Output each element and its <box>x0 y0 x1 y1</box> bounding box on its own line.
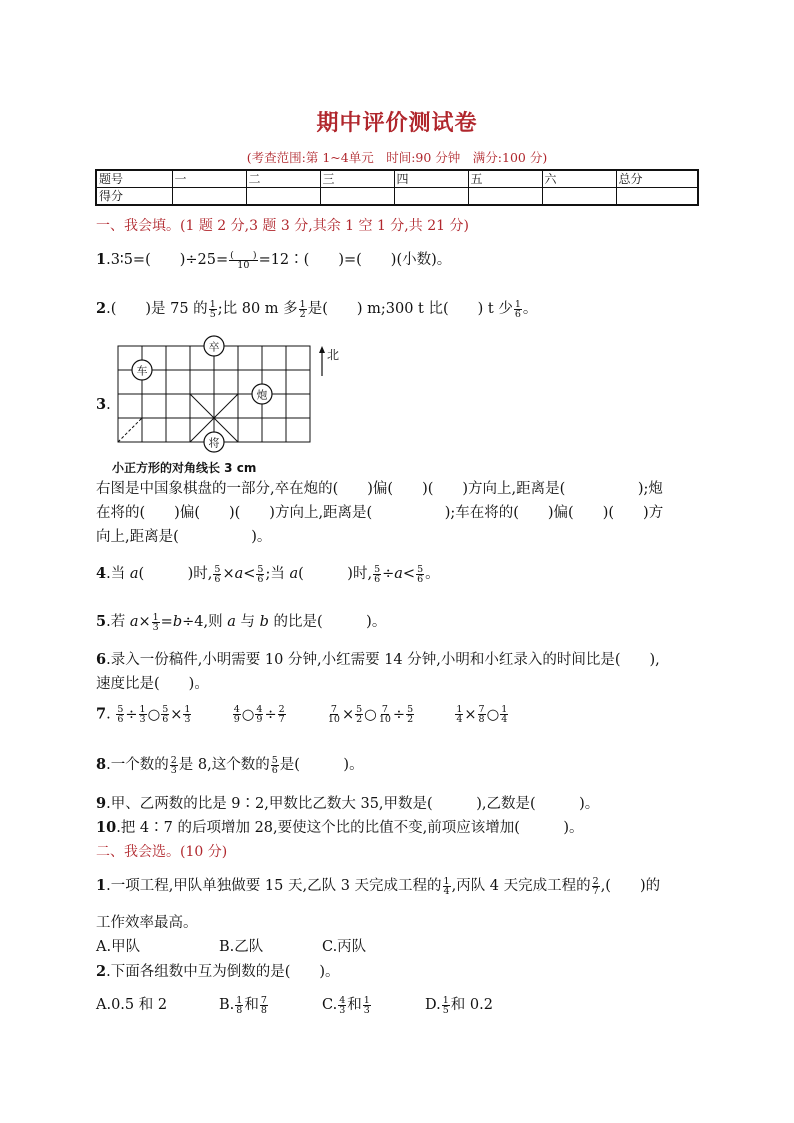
q4-text: ;当 <box>265 566 290 582</box>
q3-dot: . <box>106 397 111 413</box>
fraction-denominator: 4 <box>501 714 508 725</box>
s2q1-text: ,丙队 4 天完成工程的 <box>451 878 591 894</box>
score-cell[interactable] <box>616 188 698 206</box>
q4-text: < <box>243 566 256 582</box>
fraction-numerator: 1 <box>501 704 508 715</box>
fraction-denominator: 5 <box>209 308 216 320</box>
q3-line: 右图是中国象棋盘的一部分,卒在炮的( )偏( )( )方向上,距离是( );炮 <box>96 481 663 497</box>
fraction-denominator: 7 <box>278 714 285 725</box>
s2q1-line-2: 工作效率最高。 <box>96 915 198 931</box>
choice-question-1 <box>96 874 660 896</box>
fraction-denominator: 3 <box>139 714 146 725</box>
question-number: 6 <box>96 651 107 668</box>
fraction-numerator: 2 <box>592 875 599 887</box>
fraction-denominator: 3 <box>363 1004 370 1016</box>
piece-label: 将 <box>208 436 220 450</box>
fraction-numerator: 5 <box>257 563 264 575</box>
north-arrow <box>319 346 339 376</box>
q4-text: ( )时, <box>298 566 373 582</box>
fraction <box>213 565 221 584</box>
variable: b <box>172 614 183 630</box>
question-number: 7 <box>96 705 107 723</box>
variable: a <box>394 566 403 582</box>
s2q2-text: .下面各组数中互为倒数的是( )。 <box>106 964 340 980</box>
fraction <box>416 565 424 584</box>
s2q1-text: ,( )的 <box>600 878 661 894</box>
fraction-numerator: 4 <box>256 704 263 715</box>
north-label: 北 <box>327 348 340 362</box>
variable: a <box>234 566 244 582</box>
q10-text: .把 4∶7 的后项增加 28,要使这个比的比值不变,前项应该增加( )。 <box>116 820 584 836</box>
fraction <box>514 300 522 319</box>
fraction <box>256 565 264 584</box>
q9-text: .甲、乙两数的比是 9∶2,甲数比乙数大 35,甲数是( ),乙数是( )。 <box>106 796 600 812</box>
fraction-numerator: 4 <box>233 704 240 715</box>
piece-pao <box>252 384 272 404</box>
fraction-denominator: 7 <box>592 885 599 897</box>
operator: × <box>170 706 183 723</box>
question-number: 1 <box>96 251 107 268</box>
fraction-numerator: 7 <box>260 994 267 1006</box>
fraction-numerator: 5 <box>407 704 414 715</box>
q5-text: .若 <box>106 614 130 630</box>
score-cell[interactable] <box>394 188 468 206</box>
piece-jiang <box>204 432 224 452</box>
table-row <box>96 188 698 206</box>
question-10 <box>96 816 584 837</box>
score-cell[interactable] <box>246 188 320 206</box>
fraction-numerator: 2 <box>170 754 177 766</box>
question-number: 4 <box>96 565 107 582</box>
fraction-denominator: 3 <box>152 621 159 633</box>
fraction <box>152 613 160 632</box>
fraction-numerator: 1 <box>299 298 306 310</box>
fraction-denominator: 2 <box>356 714 363 725</box>
fraction-denominator: 3 <box>339 1004 346 1016</box>
score-cell[interactable] <box>320 188 394 206</box>
fraction <box>373 565 381 584</box>
fraction-numerator: ( ) <box>230 249 257 261</box>
fraction-numerator: 4 <box>339 994 346 1006</box>
table-header-cell: 总分 <box>616 170 698 188</box>
piece-label: 炮 <box>256 388 268 402</box>
fraction-numerator: 7 <box>330 704 337 715</box>
q4-text: × <box>222 566 235 582</box>
operator: ÷ <box>125 706 138 723</box>
compare-circle[interactable]: ○ <box>147 706 161 723</box>
fraction-denominator: 6 <box>271 764 278 776</box>
q6-line: 速度比是( )。 <box>96 676 209 692</box>
question-number: 3 <box>96 396 107 413</box>
fraction-denominator: 8 <box>478 714 485 725</box>
variable: a <box>289 566 299 582</box>
fraction-numerator: 5 <box>117 704 124 715</box>
q2-text-d: 。 <box>522 301 538 317</box>
question-number: 10 <box>96 819 117 836</box>
fraction-denominator: 10 <box>237 259 250 271</box>
piece-label: 车 <box>136 364 148 378</box>
question-5 <box>96 610 386 632</box>
table-header-cell: 六 <box>542 170 616 188</box>
table-header-cell: 三 <box>320 170 394 188</box>
fraction-numerator: 1 <box>152 611 159 623</box>
fraction-numerator: 1 <box>209 298 216 310</box>
score-table <box>95 169 699 206</box>
score-cell[interactable] <box>172 188 246 206</box>
s2q2-options <box>96 993 493 1015</box>
fraction-numerator: 7 <box>478 704 485 715</box>
compare-circle[interactable]: ○ <box>241 706 255 723</box>
option-prefix: D. <box>425 997 441 1013</box>
fraction-numerator: 1 <box>139 704 146 715</box>
table-row <box>96 170 698 188</box>
option-prefix: C. <box>322 997 338 1013</box>
fraction-denominator: 3 <box>184 714 191 725</box>
fraction-denominator: 5 <box>442 1004 449 1016</box>
q5-text: = <box>160 614 173 630</box>
q1-text-b: =12∶( )=( )(小数)。 <box>258 252 452 268</box>
operator: × <box>464 706 477 723</box>
fraction-numerator: 1 <box>456 704 463 715</box>
piece-zu <box>204 336 224 356</box>
fraction <box>443 877 451 896</box>
q4-text: ( )时, <box>138 566 213 582</box>
variable: a <box>227 614 236 630</box>
question-3-text <box>96 477 706 549</box>
fraction-denominator: 2 <box>299 308 306 320</box>
question-3-number <box>96 396 111 413</box>
q5-text: ÷4,则 <box>182 614 228 630</box>
piece-che <box>132 360 152 380</box>
q4-text: ÷ <box>382 566 395 582</box>
page-title: 期中评价测试卷 <box>316 110 478 136</box>
fraction-numerator: 2 <box>278 704 285 715</box>
q7-dot: . <box>106 706 111 723</box>
comparison-1 <box>115 704 192 725</box>
question-9 <box>96 792 599 813</box>
q2-text-c: 是( ) m;300 t 比( ) t 少 <box>307 301 513 317</box>
option-text: 和 <box>244 997 259 1013</box>
variable: b <box>259 614 269 630</box>
fraction-denominator: 4 <box>443 885 450 897</box>
choice-question-2 <box>96 960 340 981</box>
q5-text: × <box>138 614 151 630</box>
fraction-numerator: 1 <box>184 704 191 715</box>
fraction-denominator: 9 <box>256 714 263 725</box>
option-a[interactable]: A.甲队 <box>96 939 141 955</box>
q8-text: .一个数的 <box>106 757 169 773</box>
fraction-denominator: 6 <box>374 573 381 585</box>
fraction-denominator: 10 <box>327 714 340 725</box>
fraction-denominator: 6 <box>162 714 169 725</box>
option-b[interactable]: B.乙队 <box>219 939 264 955</box>
fraction-denominator: 2 <box>407 714 414 725</box>
table-header-cell: 二 <box>246 170 320 188</box>
question-number: 1 <box>96 877 107 894</box>
fraction-denominator: 3 <box>170 764 177 776</box>
fraction <box>271 756 279 775</box>
option-prefix: B. <box>219 997 235 1013</box>
option-b[interactable] <box>219 993 322 1015</box>
fraction-denominator: 6 <box>117 714 124 725</box>
fraction-numerator: 5 <box>162 704 169 715</box>
fraction <box>170 756 178 775</box>
question-4 <box>96 562 440 584</box>
q8-text: 是( )。 <box>279 757 364 773</box>
fraction <box>592 877 600 896</box>
fraction-numerator: 5 <box>356 704 363 715</box>
q3-line: 向上,距离是( )。 <box>96 529 272 545</box>
fraction-denominator: 6 <box>417 573 424 585</box>
operator: × <box>341 706 355 723</box>
option-d[interactable] <box>425 994 493 1016</box>
exam-scope: (考查范围:第 1~4单元 时间:90 分钟 满分:100 分) <box>246 150 548 165</box>
question-number: 8 <box>96 756 107 773</box>
fraction <box>229 251 257 270</box>
question-7 <box>96 705 509 724</box>
q2-text-b: ;比 80 m 多 <box>217 301 298 317</box>
fraction <box>299 300 307 319</box>
question-number: 2 <box>96 963 107 980</box>
variable: a <box>129 566 139 582</box>
variable: a <box>129 614 139 630</box>
table-header-cell: 一 <box>172 170 246 188</box>
question-1 <box>96 248 451 270</box>
fraction-numerator: 5 <box>374 563 381 575</box>
option-c[interactable]: C.丙队 <box>322 939 367 955</box>
question-number: 5 <box>96 613 107 630</box>
table-header-cell: 五 <box>468 170 542 188</box>
fraction-numerator: 1 <box>443 875 450 887</box>
section-2-heading: 二、我会选。(10 分) <box>96 844 228 860</box>
fraction-denominator: 6 <box>257 573 264 585</box>
fraction-denominator: 8 <box>236 1004 243 1016</box>
fraction-denominator: 6 <box>214 573 221 585</box>
compare-circle[interactable]: ○ <box>364 706 377 723</box>
question-2 <box>96 297 537 319</box>
q2-text-a: .( )是 75 的 <box>106 301 208 317</box>
operator: ÷ <box>392 706 406 723</box>
fraction-denominator: 8 <box>260 1004 267 1016</box>
fraction-denominator: 9 <box>233 714 240 725</box>
score-row-label: 得分 <box>96 188 172 206</box>
option-a[interactable]: A.0.5 和 2 <box>96 997 168 1013</box>
s2q1-text: .一项工程,甲队单独做要 15 天,乙队 3 天完成工程的 <box>106 878 442 894</box>
fraction-numerator: 5 <box>214 563 221 575</box>
operator: ÷ <box>264 706 277 723</box>
compare-circle[interactable]: ○ <box>486 706 500 723</box>
fraction-numerator: 1 <box>442 994 449 1006</box>
q5-text: 与 <box>235 614 260 630</box>
piece-label: 卒 <box>208 340 220 354</box>
table-header-cell: 题号 <box>96 170 172 188</box>
q1-text-a: .3∶5=( )÷25= <box>106 252 229 268</box>
fraction-denominator: 6 <box>514 308 521 320</box>
fraction-numerator: 1 <box>236 994 243 1006</box>
option-c[interactable] <box>322 993 425 1015</box>
question-number: 9 <box>96 795 107 812</box>
score-cell[interactable] <box>542 188 616 206</box>
q4-text: < <box>402 566 416 582</box>
fraction <box>209 300 217 319</box>
diagonal-marker <box>118 418 142 442</box>
fraction-denominator: 10 <box>378 714 391 725</box>
q3-line: 在将的( )偏( )( )方向上,距离是( );车在将的( )偏( )( )方 <box>96 505 664 521</box>
score-cell[interactable] <box>468 188 542 206</box>
s2q1-options <box>96 935 366 956</box>
q5-text: 的比是( )。 <box>268 614 387 630</box>
question-6 <box>96 648 706 696</box>
fraction-numerator: 7 <box>381 704 388 715</box>
comparison-2 <box>232 704 287 725</box>
question-8 <box>96 753 364 775</box>
option-text: 和 <box>347 997 362 1013</box>
q4-text: 。 <box>425 566 440 582</box>
fraction-numerator: 1 <box>514 298 521 310</box>
fraction-denominator: 4 <box>456 714 463 725</box>
option-text: 和 0.2 <box>450 997 493 1013</box>
xiangqi-board <box>110 334 350 460</box>
q6-line: .录入一份稿件,小明需要 10 分钟,小红需要 14 分钟,小明和小红录入的时间比是( ), <box>106 652 660 668</box>
comparison-4 <box>454 704 509 725</box>
table-header-cell: 四 <box>394 170 468 188</box>
q8-text: 是 8,这个数的 <box>178 757 270 773</box>
board-caption: 小正方形的对角线长 3 cm <box>112 461 257 475</box>
fraction-numerator: 1 <box>363 994 370 1006</box>
comparison-3 <box>326 704 415 725</box>
q4-text: .当 <box>106 566 130 582</box>
fraction-numerator: 5 <box>271 754 278 766</box>
fraction-numerator: 5 <box>417 563 424 575</box>
question-number: 2 <box>96 300 107 317</box>
section-1-heading: 一、我会填。(1 题 2 分,3 题 3 分,其余 1 空 1 分,共 21 分) <box>96 218 469 234</box>
